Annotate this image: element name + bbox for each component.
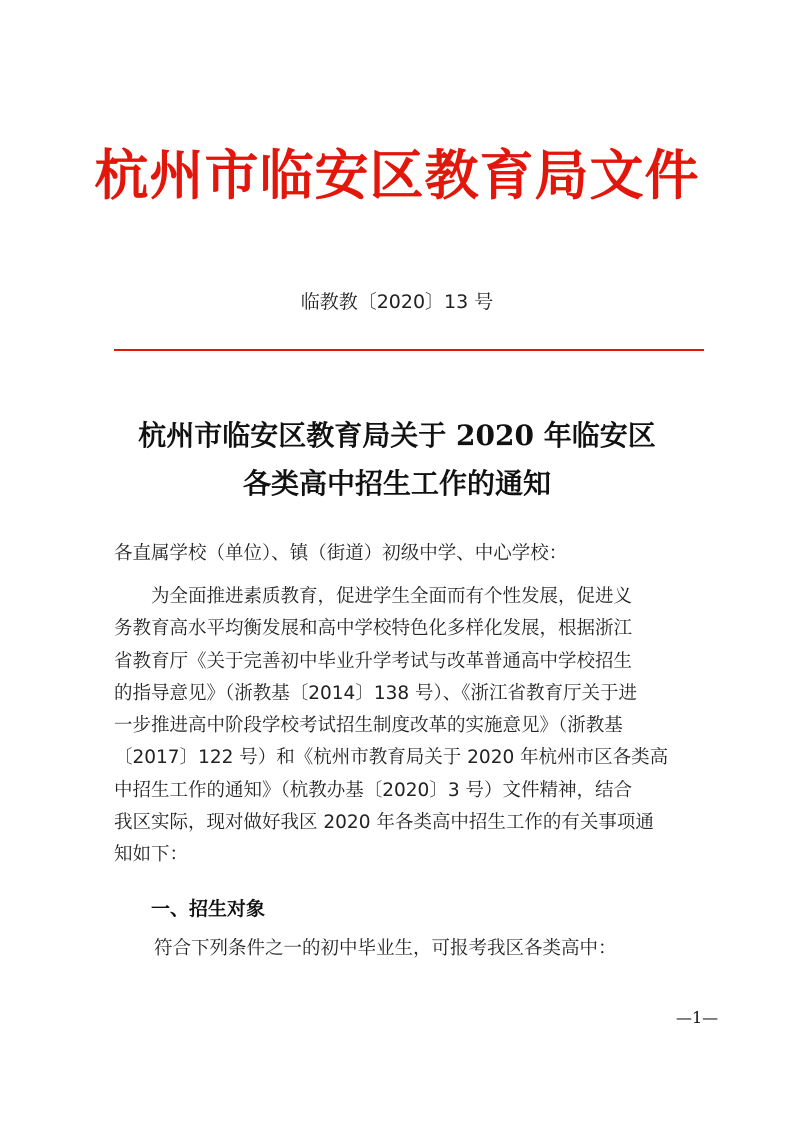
section-1-text: 符合下列条件之一的初中毕业生，可报考我区各类高中： — [154, 938, 617, 959]
body-paragraph-line: 我区实际，现对做好我区 2020 年各类高中招生工作的有关事项通 — [114, 812, 654, 834]
body-paragraph-line: 中招生工作的通知》（杭教办基〔2020〕3 号）文件精神，结合 — [114, 779, 632, 801]
body-paragraph-line: 为全面推进素质教育，促进学生全面而有个性发展，促进义 — [114, 586, 633, 607]
body-paragraph-line: 务教育高水平均衡发展和高中学校特色化多样化发展，根据浙江 — [114, 618, 633, 640]
body-paragraph-line: 的指导意见》（浙教基〔2014〕138 号）、《浙江省教育厅关于进 — [114, 682, 638, 704]
section-heading-1: 一、招生对象 — [151, 898, 266, 920]
red-separator-line — [114, 349, 704, 351]
notice-title-line-2: 各类高中招生工作的通知 — [242, 467, 551, 500]
body-paragraph-line: 知如下： — [114, 844, 189, 866]
page-number: —1— — [676, 1008, 719, 1027]
document-masthead: 杭州市临安区教育局文件 — [94, 143, 700, 207]
body-paragraph-line: 〔2017〕122 号）和《杭州市教育局关于 2020 年杭州市区各类高 — [114, 747, 669, 769]
body-paragraph-line: 省教育厅《关于完善初中毕业升学考试与改革普通高中学校招生 — [114, 650, 633, 672]
salutation: 各直属学校（单位）、镇（街道）初级中学、中心学校： — [114, 543, 568, 564]
body-paragraph-1 — [114, 581, 700, 872]
body-paragraph-line: 一步推进高中阶段学校考试招生制度改革的实施意见》（浙教基 — [114, 715, 623, 737]
document-number: 临教教〔2020〕13 号 — [300, 291, 494, 313]
notice-title-line-1: 杭州市临安区教育局关于 2020 年临安区 — [138, 419, 656, 452]
